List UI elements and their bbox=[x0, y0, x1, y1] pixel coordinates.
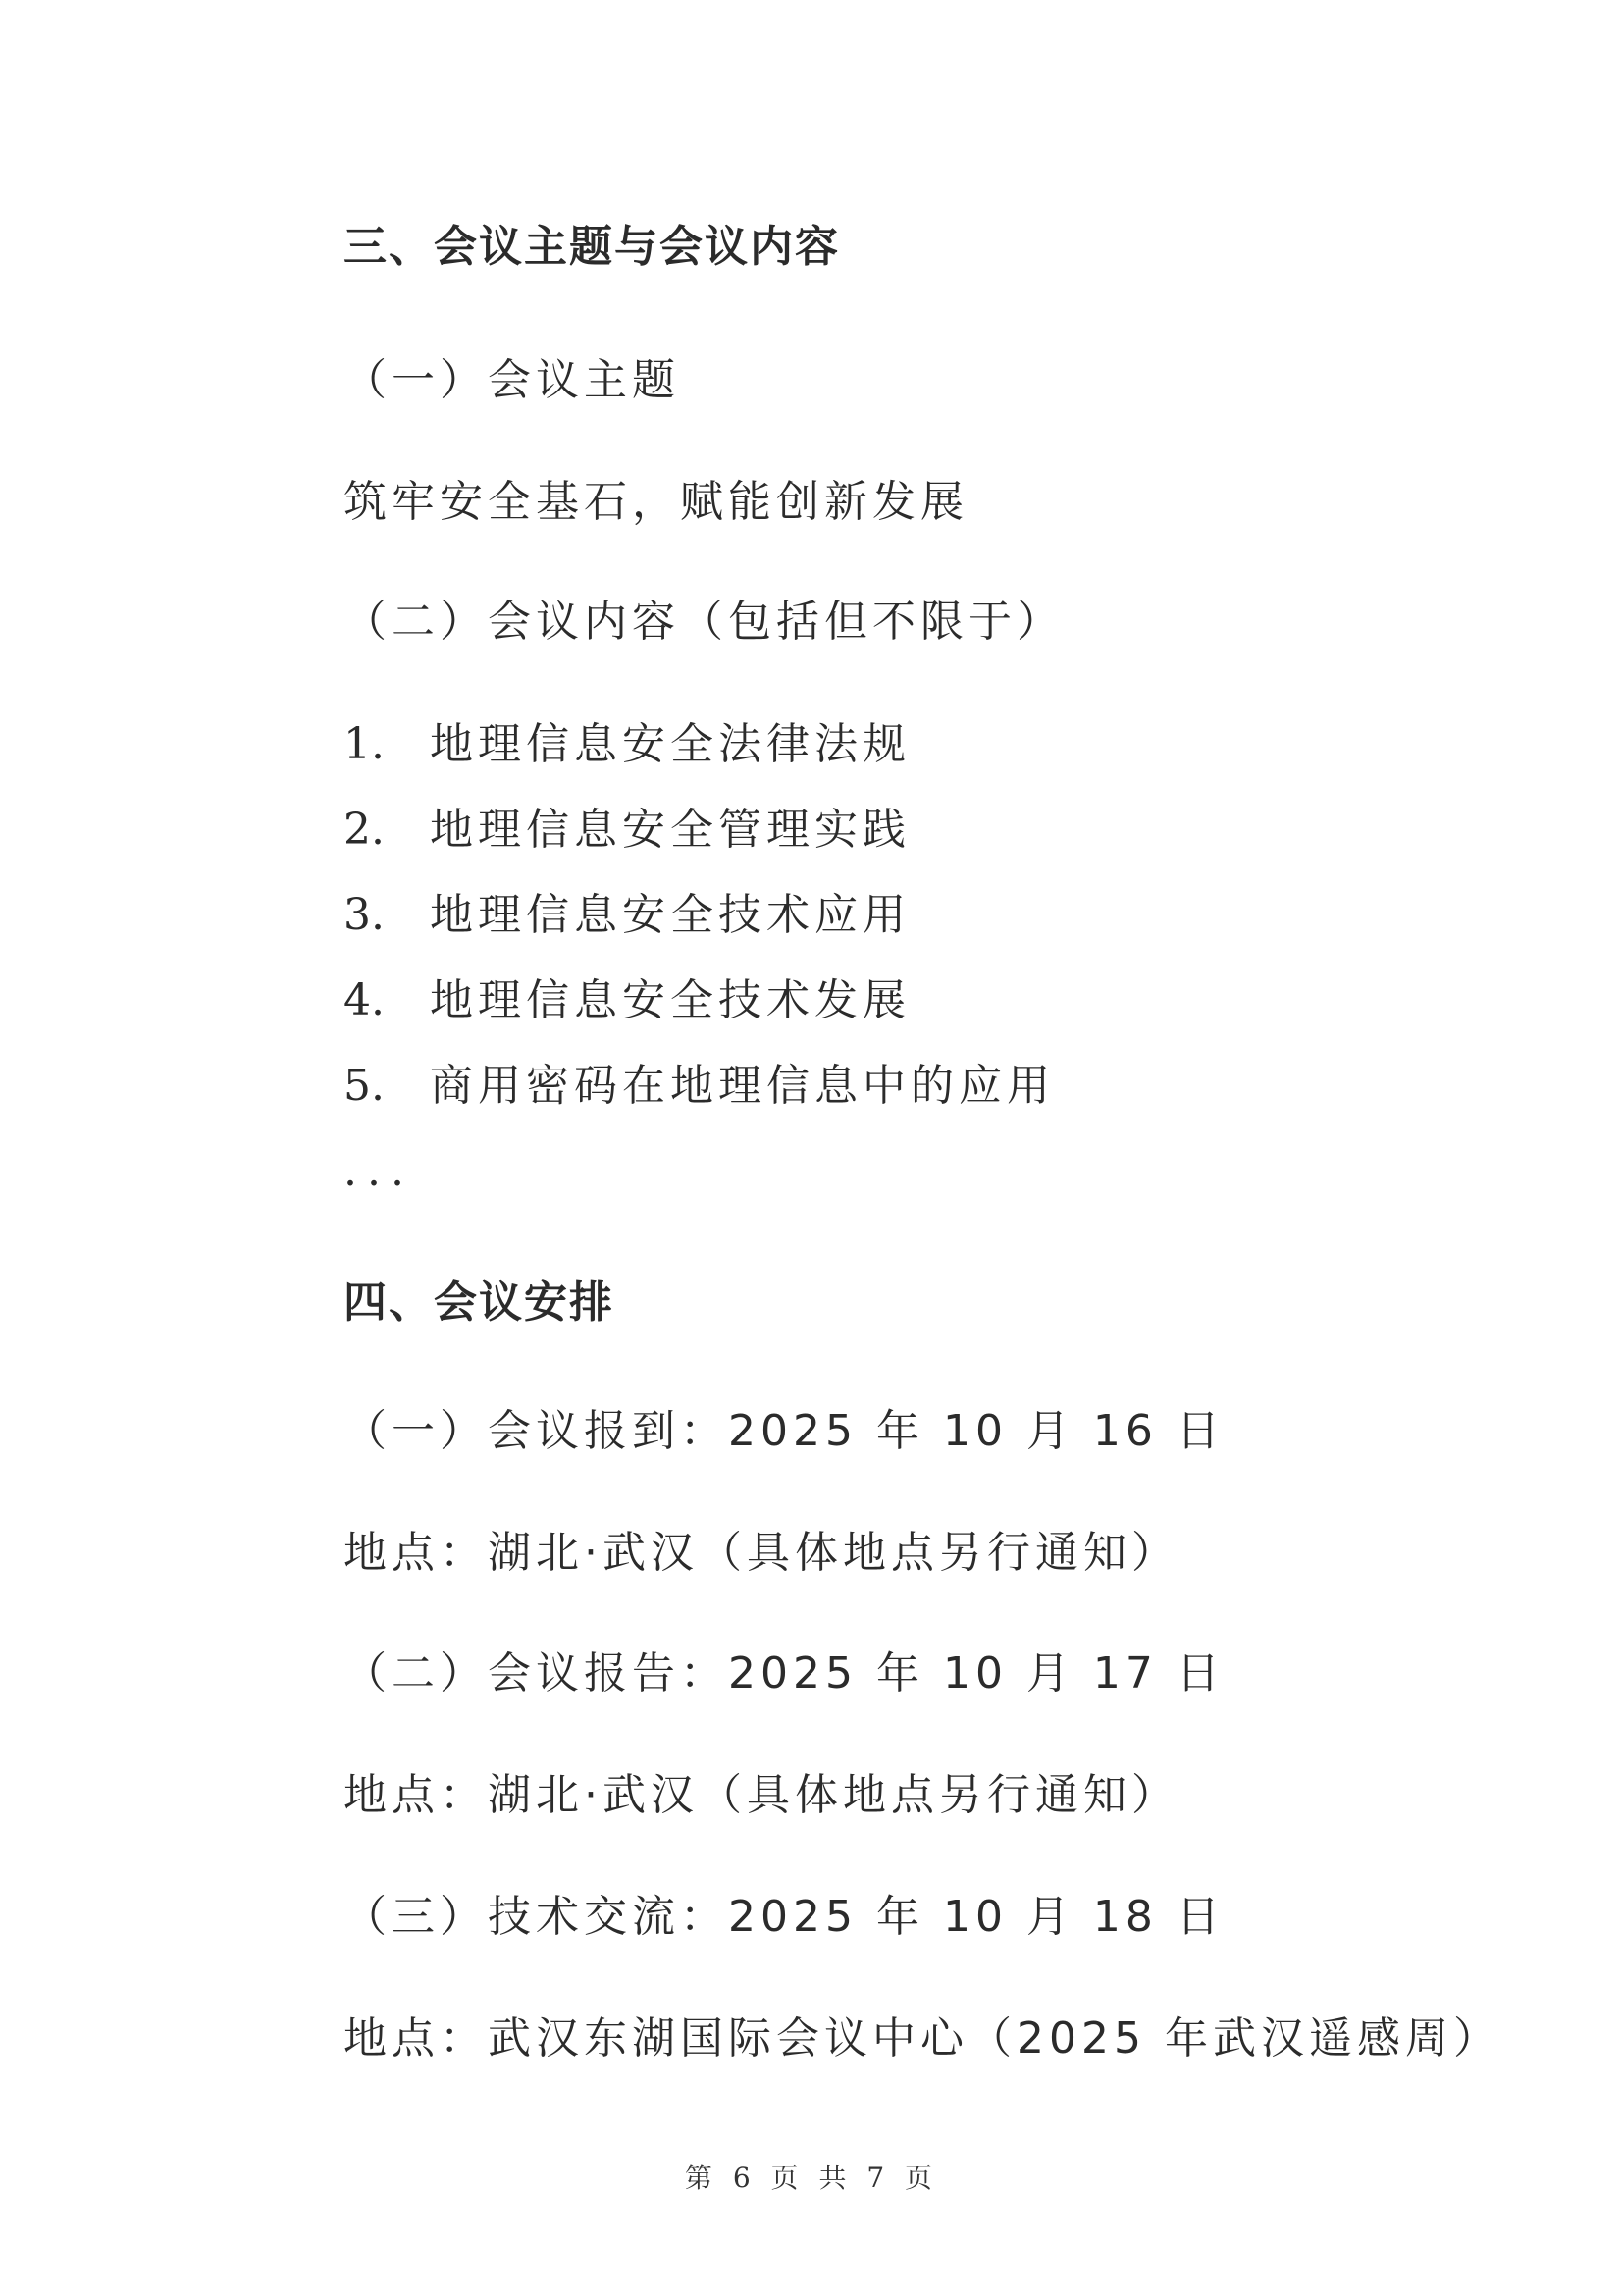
list-item-number: 5. bbox=[343, 1061, 385, 1111]
list-item bbox=[343, 719, 911, 771]
list-item-number: 3. bbox=[343, 890, 385, 940]
list-item-number: 4. bbox=[343, 975, 385, 1025]
list-item bbox=[343, 1061, 1055, 1113]
list-item-text: 地理信息安全管理实践 bbox=[430, 805, 911, 855]
list-item-text: 地理信息安全技术发展 bbox=[430, 975, 911, 1025]
list-item-text: 地理信息安全法律法规 bbox=[430, 719, 911, 769]
theme-text: 筑牢安全基石，赋能创新发展 bbox=[343, 477, 969, 527]
content-heading: （二）会议内容（包括但不限于） bbox=[343, 597, 1065, 647]
registration-location: 地点：湖北·武汉（具体地点另行通知） bbox=[343, 1528, 1179, 1578]
list-item-number: 2. bbox=[343, 805, 385, 855]
section4-title: 四、会议安排 bbox=[343, 1278, 614, 1328]
exchange-location: 地点：武汉东湖国际会议中心（2025 年武汉遥感周） bbox=[343, 2013, 1501, 2063]
list-item bbox=[343, 805, 911, 857]
list-item-text: 地理信息安全技术应用 bbox=[430, 890, 911, 940]
report-location: 地点：湖北·武汉（具体地点另行通知） bbox=[343, 1770, 1179, 1820]
list-item-text: 商用密码在地理信息中的应用 bbox=[430, 1061, 1055, 1111]
registration-heading: （一）会议报到：2025 年 10 月 16 日 bbox=[343, 1406, 1225, 1456]
list-item bbox=[343, 890, 911, 942]
section3-title: 三、会议主题与会议内容 bbox=[343, 222, 840, 272]
report-heading: （二）会议报告：2025 年 10 月 17 日 bbox=[343, 1648, 1225, 1698]
page-number-footer: 第 6 页 共 7 页 bbox=[684, 2162, 939, 2194]
exchange-heading: （三）技术交流：2025 年 10 月 18 日 bbox=[343, 1892, 1225, 1942]
list-item bbox=[343, 975, 911, 1027]
list-item-number: 1. bbox=[343, 719, 385, 769]
list-ellipsis: ... bbox=[343, 1146, 414, 1196]
theme-heading: （一）会议主题 bbox=[343, 355, 680, 405]
